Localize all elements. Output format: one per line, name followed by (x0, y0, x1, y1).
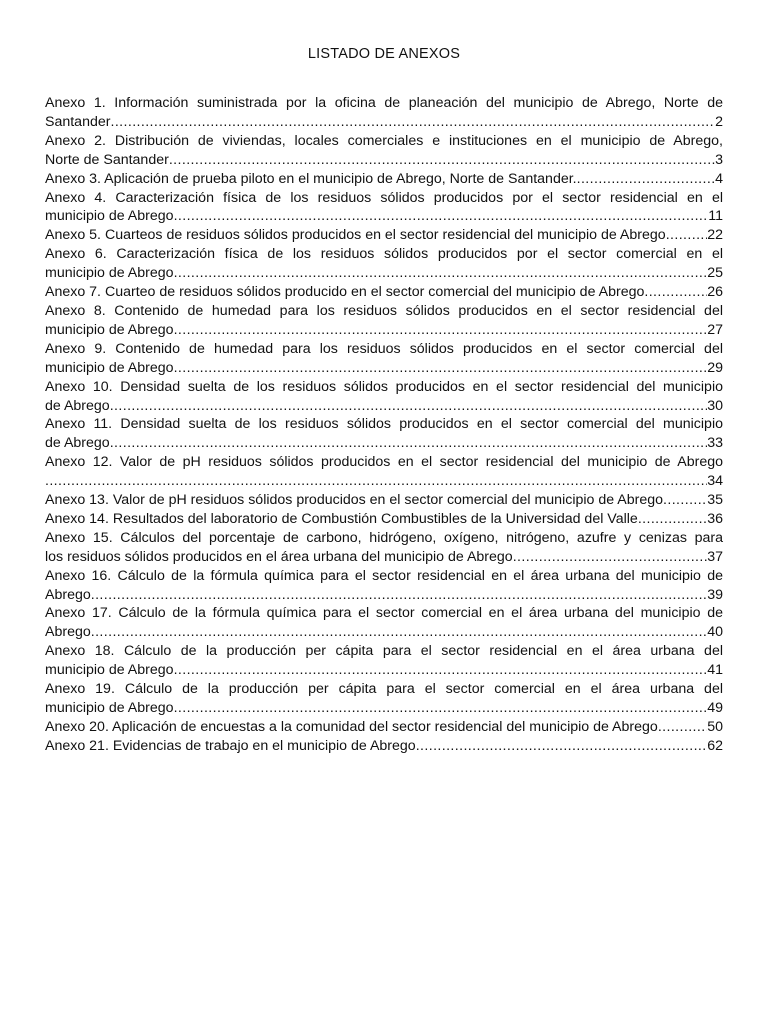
annex-entry-title: Anexo 1. Información suministrada por la oficina de planeación del municipio de Abrego, Norte de (45, 95, 723, 111)
annex-entry[interactable] (45, 302, 723, 340)
annex-page-number: 27 (707, 321, 723, 338)
annex-entry-title: Anexo 19. Cálculo de la producción per cápita para el sector comercial en el área urbana del (45, 681, 723, 698)
annex-page-number: 34 (707, 473, 723, 490)
annex-entry[interactable] (45, 94, 723, 132)
dot-leader (663, 491, 707, 510)
annex-entry[interactable] (45, 415, 723, 453)
annex-entry-title-continuation: los residuos sólidos producidos en el área urbana del municipio de Abrego (45, 548, 513, 565)
annex-entry-title: Anexo 9. Contenido de humedad para los residuos sólidos producidos en el sector comercial del (45, 340, 723, 357)
dot-leader (658, 718, 707, 737)
annex-page-number: 22 (707, 227, 723, 244)
annex-entry-title-continuation: municipio de Abrego (45, 321, 174, 338)
annex-entry-title: Anexo 10. Densidad suelta de los residuos sólidos producidos en el sector residencial del municipio (45, 378, 723, 395)
annex-entry[interactable] (45, 510, 723, 529)
annex-entry[interactable] (45, 226, 723, 245)
annex-entry[interactable] (45, 245, 723, 283)
annex-entry-title: Anexo 21. Evidencias de trabajo en el municipio de Abrego (45, 737, 416, 754)
annex-entry-title-continuation: de Abrego (45, 435, 110, 452)
dot-leader (513, 548, 708, 567)
annex-entry[interactable] (45, 170, 723, 189)
dot-leader (110, 434, 708, 453)
annex-page-number: 40 (707, 624, 723, 641)
dot-leader (416, 737, 708, 756)
dot-leader (174, 661, 708, 680)
annex-page-number: 26 (707, 284, 723, 301)
annex-entry[interactable] (45, 529, 723, 567)
annex-page-number: 41 (707, 662, 723, 679)
dot-leader (45, 472, 707, 491)
annex-entry-title-continuation: Abrego (45, 624, 91, 641)
annex-page-number: 36 (707, 510, 723, 527)
annex-entry-title: Anexo 7. Cuarteo de residuos sólidos producido en el sector comercial del municipio de Abrego (45, 284, 645, 301)
annex-entry-title: Anexo 15. Cálculos del porcentaje de carbono, hidrógeno, oxígeno, nitrógeno, azufre y cenizas para (45, 529, 723, 546)
annex-entry-title: Anexo 16. Cálculo de la fórmula química para el sector residencial en el área urbana del municipio de (45, 567, 723, 584)
dot-leader (91, 586, 707, 605)
dot-leader (644, 283, 707, 302)
annex-entry-title: Anexo 3. Aplicación de prueba piloto en el municipio de Abrego, Norte de Santander. (45, 170, 577, 187)
annex-entry-title-continuation: municipio de Abrego (45, 700, 174, 716)
annex-entry[interactable] (45, 642, 723, 680)
annex-page-number: 4 (715, 170, 723, 187)
annex-entry-title: Anexo 14. Resultados del laboratorio de Combustión Combustibles de la Universidad del Valle (45, 510, 638, 527)
annex-page-number: 62 (707, 737, 723, 754)
annex-entry[interactable] (45, 680, 723, 718)
annex-entry[interactable] (45, 189, 723, 227)
annex-page-number: 30 (707, 397, 723, 414)
annex-entry-title-continuation: municipio de Abrego (45, 208, 174, 225)
annex-entry[interactable] (45, 718, 723, 737)
annex-entry[interactable] (45, 378, 723, 416)
annex-page-number: 25 (707, 265, 723, 282)
annex-page-number: 39 (707, 586, 723, 603)
annex-entry[interactable] (45, 604, 723, 642)
annex-entry-title-continuation: Norte de Santander (45, 151, 169, 168)
dot-leader (110, 397, 708, 416)
annex-entry[interactable] (45, 491, 723, 510)
dot-leader (174, 321, 708, 340)
dot-leader (169, 151, 715, 170)
annex-entry-title: Anexo 20. Aplicación de encuestas a la comunidad del sector residencial del municipio de Abrego (45, 718, 658, 735)
annex-page-number: 2 (715, 113, 723, 130)
annex-entry[interactable] (45, 453, 723, 491)
annex-page-number: 50 (707, 718, 723, 735)
dot-leader (174, 699, 708, 718)
dot-leader (174, 359, 708, 378)
annex-entry-title: Anexo 5. Cuarteos de residuos sólidos producidos en el sector residencial del municipio de Abrego (45, 227, 666, 244)
annex-entry-title: Anexo 8. Contenido de humedad para los residuos sólidos producidos en el sector residencial del (45, 302, 723, 319)
annex-entry-title: Anexo 11. Densidad suelta de los residuos sólidos producidos en el sector comercial del municipio (45, 416, 723, 433)
annex-entry-title-continuation: municipio de Abrego (45, 662, 174, 679)
dot-leader (638, 510, 707, 529)
dot-leader (174, 207, 709, 226)
annex-page-number: 11 (708, 208, 723, 225)
annex-page-number: 49 (707, 700, 723, 716)
dot-leader (666, 226, 708, 245)
annex-entry[interactable] (45, 340, 723, 378)
dot-leader (174, 264, 708, 283)
annex-entry-title: Anexo 17. Cálculo de la fórmula química para el sector comercial en el área urbana del municipio de (45, 605, 723, 622)
annex-page-number: 35 (707, 492, 723, 509)
annex-entry-title-continuation: Santander (45, 113, 111, 130)
annex-entry-title-continuation: municipio de Abrego (45, 359, 174, 376)
annex-entry-title: Anexo 4. Caracterización física de los residuos sólidos producidos por el sector residencial en el (45, 189, 723, 206)
annex-list (45, 94, 723, 756)
page-title: LISTADO DE ANEXOS (307, 46, 461, 62)
annex-entry-title-continuation: municipio de Abrego (45, 265, 174, 282)
annex-entry[interactable] (45, 132, 723, 170)
annex-entry-title: Anexo 12. Valor de pH residuos sólidos producidos en el sector residencial del municipio de Abrego (45, 454, 723, 471)
annex-entry-title: Anexo 2. Distribución de viviendas, locales comerciales e instituciones en el municipio de Abrego, (45, 132, 723, 149)
annex-entry[interactable] (45, 283, 723, 302)
annex-entry[interactable] (45, 567, 723, 605)
dot-leader (577, 170, 716, 189)
annex-entry-title-continuation: Abrego (45, 586, 91, 603)
annex-page-number: 37 (707, 548, 723, 565)
annex-entry-title: Anexo 13. Valor de pH residuos sólidos producidos en el sector comercial del municipio de Abrego (45, 492, 664, 509)
dot-leader (110, 113, 715, 132)
annex-page-number: 3 (715, 151, 723, 168)
annex-entry[interactable] (45, 737, 723, 756)
annex-page-number: 29 (707, 359, 723, 376)
annex-entry-title-continuation: de Abrego (45, 397, 110, 414)
annex-entry-title: Anexo 18. Cálculo de la producción per cápita para el sector residencial en el área urbana del (45, 643, 723, 660)
annex-entry-title: Anexo 6. Caracterización física de los residuos sólidos producidos por el sector comercial en el (45, 246, 723, 263)
dot-leader (91, 623, 707, 642)
annex-page-number: 33 (707, 435, 723, 452)
